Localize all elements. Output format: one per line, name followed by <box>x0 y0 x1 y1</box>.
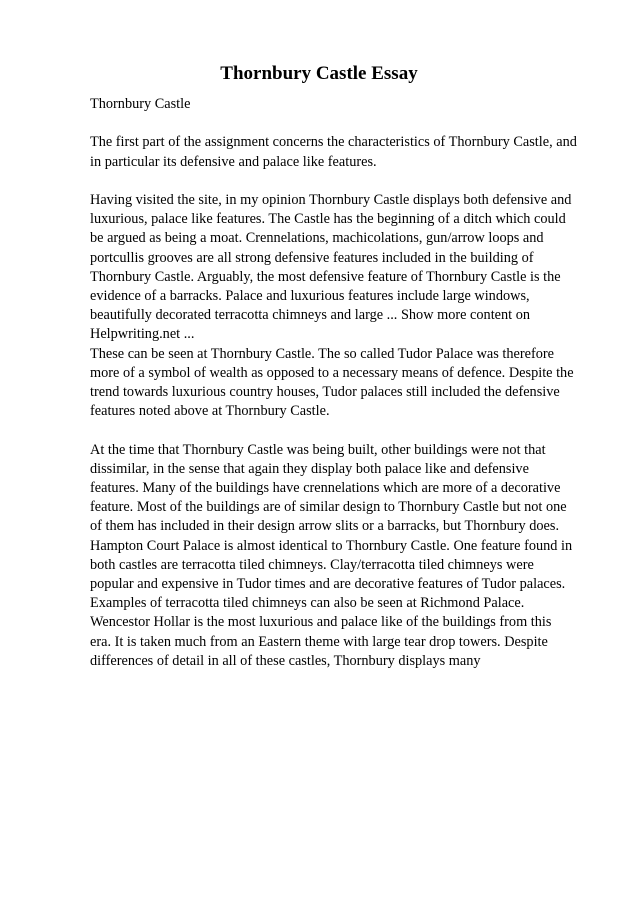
paragraph-spacer <box>90 172 590 191</box>
paragraph-intro: The first part of the assignment concerns the characteristics of Thornbury Castle, and in particular its defensive and palace like features. <box>90 134 577 170</box>
paragraph-spacer <box>90 421 590 440</box>
paragraph-site-visit: Having visited the site, in my opinion Thornbury Castle displays both defensive and luxurious, palace like features. The Castle has the beginning of a ditch which could be argued as being a moat. Crennelations, machicolations, gun/arrow loops and portcullis grooves are all strong defensive features included in the building of Thornbury Castle. Arguably, the most defensive feature of Thornbury Castle is the evidence of a barracks. Palace and luxurious features include large windows, beautifully decorated terracotta chimneys and large ... Show more content on Helpwriting.net ... <box>90 191 572 343</box>
paragraph-comparison: At the time that Thornbury Castle was being built, other buildings were not that dissimilar, in the sense that again they display both palace like and defensive features. Many of the buildings have crennelations which are more of a decorative feature. Most of the buildings are of similar design to Thornbury Castle but not one of them has included in their design arrow slits or a barracks, but Thornbury does. Hampton Court Palace is almost identical to Thornbury Castle. One feature found in both castles are terracotta tiled chimneys. Clay/terracotta tiled chimneys were popular and expensive in Tudor times and are decorative features of Tudor palaces. Examples of terracotta tiled chimneys can also be seen at Richmond Palace. Wencestor Hollar is the most luxurious and palace like of the buildings from this era. It is taken much from an Eastern theme with large tear drop towers. Despite differences of detail in all of these castles, Thornbury displays many <box>90 441 573 669</box>
document-title: Thornbury Castle Essay <box>220 63 418 84</box>
document-subtitle: Thornbury Castle <box>90 96 191 112</box>
document-body <box>90 95 590 671</box>
paragraph-spacer <box>90 114 590 133</box>
paragraph-tudor-palace: These can be seen at Thornbury Castle. The so called Tudor Palace was therefore more of a symbol of wealth as opposed to a necessary means of defence. Despite the trend towards luxurious country houses, Tudor palaces still included the defensive features noted above at Thornbury Castle. <box>90 345 574 420</box>
